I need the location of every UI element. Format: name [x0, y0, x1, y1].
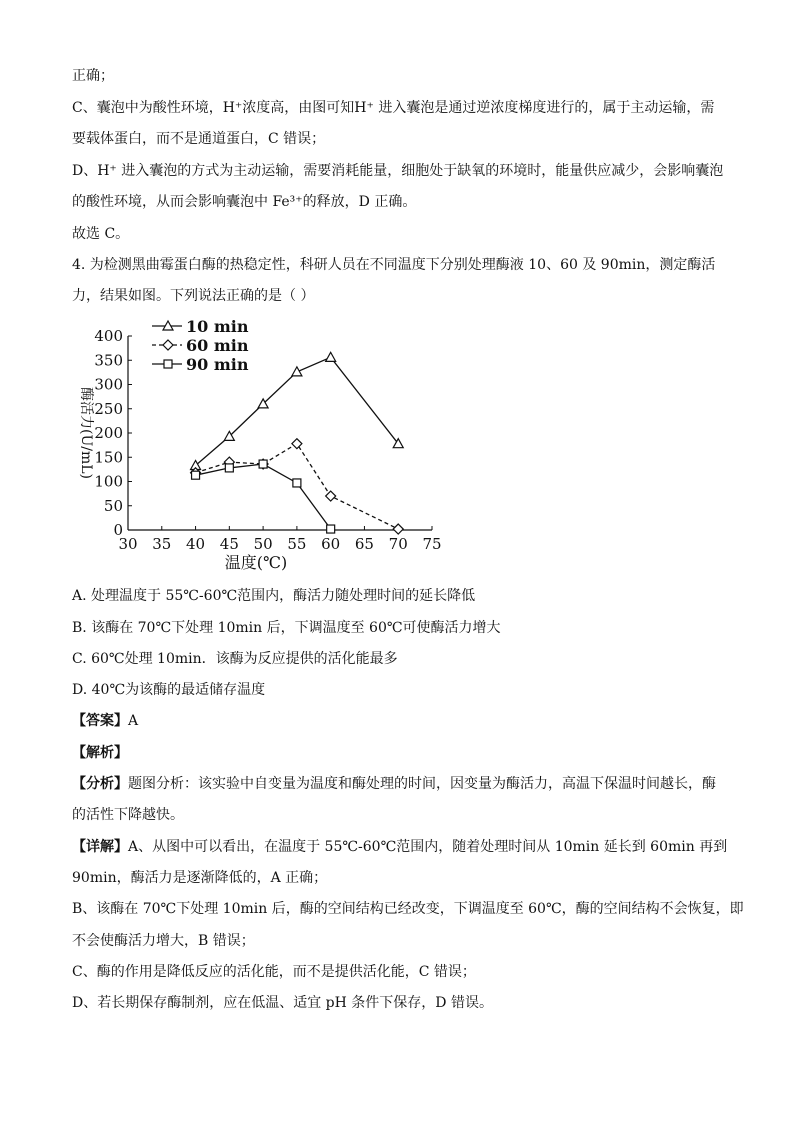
enzyme-activity-chart — [72, 318, 452, 578]
xiangjie-line-3: B、该酶在 70℃下处理 10min 后，酶的空间结构已经改变，下调温度至 60℃，酶的空间结构不会恢复，即 — [72, 901, 744, 917]
y-tick-label: 50 — [103, 496, 123, 515]
y-tick-label: 150 — [94, 448, 123, 467]
fenxi-tag: 【分析】 — [72, 776, 128, 792]
answer-tag: 【答案】 — [72, 713, 128, 729]
option-b: B. 该酶在 70℃下处理 10min 后，下调温度至 60℃可使酶活力增大 — [72, 620, 501, 636]
series-line-square — [196, 464, 331, 529]
y-axis-label: 酶活力(U/mL) — [78, 386, 94, 480]
y-tick-label: 400 — [94, 327, 123, 345]
x-tick-label: 55 — [287, 535, 307, 553]
x-tick-label: 75 — [422, 535, 442, 553]
data-point-triangle — [326, 352, 336, 361]
data-point-square — [259, 460, 267, 468]
legend-marker-diamond — [163, 340, 173, 350]
legend-label: 60 min — [186, 336, 249, 355]
x-tick-label: 30 — [118, 535, 138, 553]
x-tick-label: 40 — [186, 535, 206, 553]
y-tick-label: 350 — [94, 351, 123, 370]
text-line-4: D、H⁺ 进入囊泡的方式为主动运输，需要消耗能量，细胞处于缺氧的环境时，能量供应减少，会影响囊泡 — [72, 163, 724, 179]
x-tick-label: 60 — [321, 535, 341, 553]
x-tick-label: 50 — [253, 535, 273, 553]
y-tick-label: 0 — [113, 521, 123, 539]
fenxi-text-1: 题图分析：该实验中自变量为温度和酶处理的时间，因变量为酶活力，高温下保温时间越长，酶 — [128, 776, 716, 792]
xiangjie-line-6: D、若长期保存酶制剂，应在低温、适宜 pH 条件下保存，D 错误。 — [72, 995, 493, 1011]
x-axis-label: 温度(℃) — [224, 553, 288, 572]
x-tick-label: 70 — [388, 535, 408, 553]
option-c: C. 60℃处理 10min．该酶为反应提供的活化能最多 — [72, 651, 398, 667]
data-point-square — [225, 464, 233, 472]
y-tick-label: 200 — [94, 424, 123, 442]
answer-line — [72, 711, 138, 731]
data-point-triangle — [292, 367, 302, 376]
data-point-square — [327, 525, 335, 533]
data-point-diamond — [326, 491, 336, 501]
answer-value: A — [128, 713, 139, 729]
text-line-6: 故选 C。 — [72, 226, 130, 242]
x-tick-label: 45 — [219, 535, 239, 553]
text-line-3: 要载体蛋白，而不是通道蛋白，C 错误； — [72, 131, 326, 147]
text-line-1: 正确； — [72, 68, 114, 84]
y-tick-label: 250 — [94, 399, 123, 418]
question-4-line-2: 力，结果如图。下列说法正确的是（ ） — [72, 288, 315, 304]
x-tick-label: 35 — [152, 535, 172, 553]
data-point-square — [293, 479, 301, 487]
analysis-tag: 【解析】 — [72, 745, 128, 761]
legend-marker-square — [164, 360, 172, 368]
xiangjie-line-4: 不会使酶活力增大，B 错误； — [72, 933, 255, 949]
x-tick-label: 65 — [354, 535, 374, 553]
data-point-diamond — [393, 524, 403, 534]
xiangjie-line-1 — [72, 837, 727, 857]
legend-label: 10 min — [186, 318, 249, 336]
data-point-diamond — [292, 439, 302, 449]
text-line-2: C、囊泡中为酸性环境，H⁺浓度高，由图可知H⁺ 进入囊泡是通过逆浓度梯度进行的，属于主动运输，需 — [72, 100, 715, 116]
xiangjie-text-1: A、从图中可以看出，在温度于 55℃-60℃范围内，随着处理时间从 10min 延长到 60min 再到 — [128, 839, 728, 855]
y-tick-label: 300 — [94, 375, 123, 394]
legend-label: 90 min — [186, 355, 249, 374]
text-line-5: 的酸性环境，从而会影响囊泡中 Fe³⁺的释放，D 正确。 — [72, 194, 417, 210]
question-4-line-1: 4. 为检测黑曲霉蛋白酶的热稳定性，科研人员在不同温度下分别处理酶液 10、60 及 90min，测定酶活 — [72, 257, 716, 273]
xiangjie-line-5: C、酶的作用是降低反应的活化能，而不是提供活化能，C 错误； — [72, 964, 476, 980]
option-a: A. 处理温度于 55℃-60℃范围内，酶活力随处理时间的延长降低 — [72, 588, 476, 604]
xiangjie-tag: 【详解】 — [72, 839, 128, 855]
option-d: D. 40℃为该酶的最适储存温度 — [72, 682, 266, 698]
y-tick-label: 100 — [94, 472, 123, 491]
analysis-heading — [72, 743, 128, 763]
data-point-square — [192, 471, 200, 479]
fenxi-line-1 — [72, 774, 716, 794]
fenxi-line-2: 的活性下降越快。 — [72, 807, 184, 823]
xiangjie-line-2: 90min，酶活力是逐渐降低的，A 正确； — [72, 870, 328, 886]
